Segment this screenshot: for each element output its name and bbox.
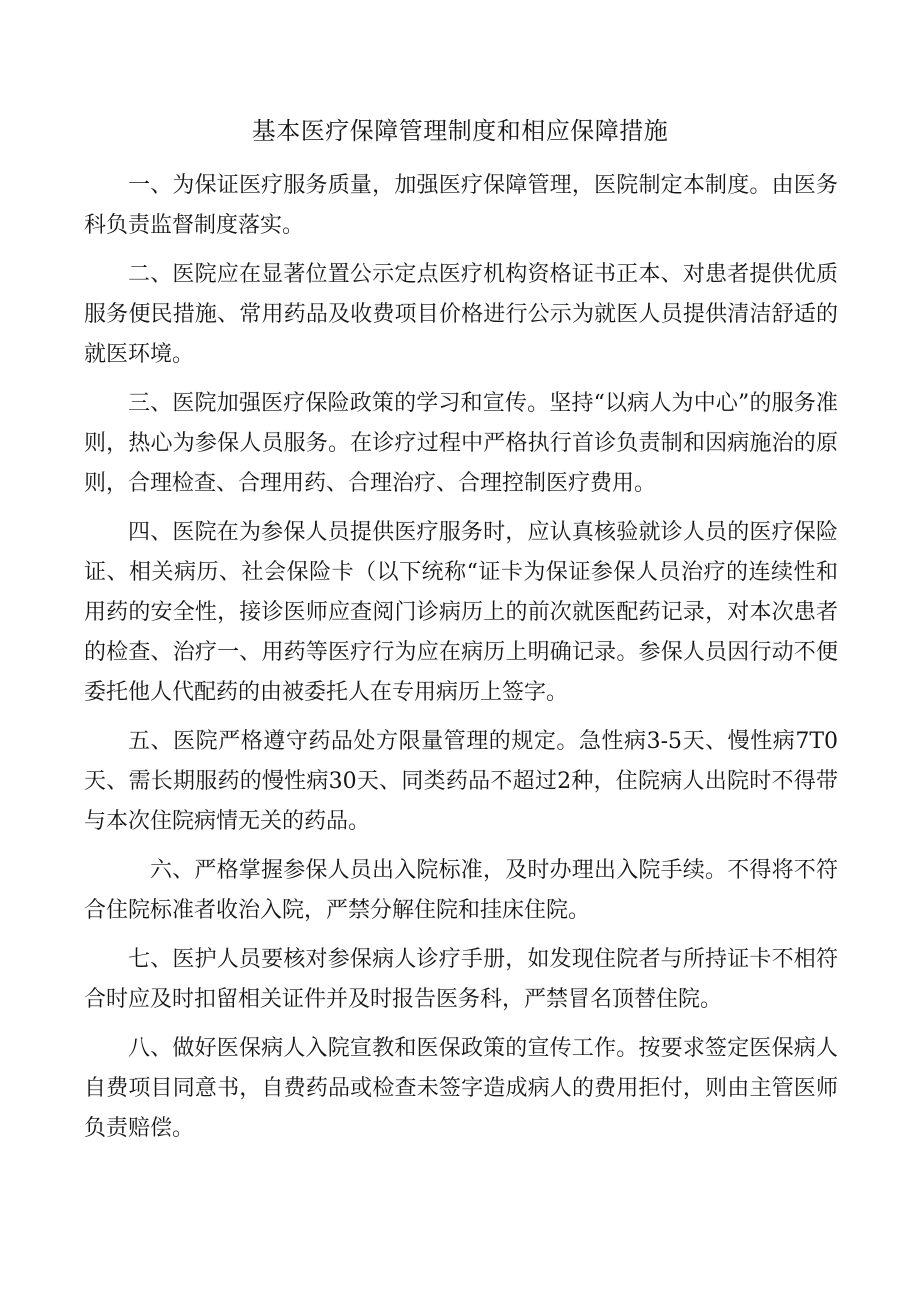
paragraph-5: 五、医院严格遵守药品处方限量管理的规定。急性病3-5天、慢性病7T0天、需长期服药的慢性病30天、同类药品不超过2种，住院病人出院时不得带与本次住院病情无关的药品。	[84, 729, 838, 834]
paragraph-8: 八、做好医保病人入院宣教和医保政策的宣传工作。按要求签定医保病人自费项目同意书，自费药品或检查未签字造成病人的费用拒付，则由主管医师负责赔偿。	[84, 1036, 838, 1141]
document-body	[84, 166, 838, 1158]
paragraph-2: 二、医院应在显著位置公示定点医疗机构资格证书正本、对患者提供优质服务便民措施、常用药品及收费项目价格进行公示为就医人员提供清洁舒适的就医环境。	[84, 262, 838, 367]
paragraph-3: 三、医院加强医疗保险政策的学习和宣传。坚持“以病人为中心”的服务准则，热心为参保人员服务。在诊疗过程中严格执行首诊负责制和因病施治的原则，合理检查、合理用药、合理治疗、合理控制医疗费用。	[84, 391, 838, 496]
paragraph-1: 一、为保证医疗服务质量，加强医疗保障管理，医院制定本制度。由医务科负责监督制度落实。	[84, 173, 838, 238]
paragraph-6: 六、严格掌握参保人员出入院标准，及时办理出入院手续。不得将不符合住院标准者收治入院，严禁分解住院和挂床住院。	[84, 858, 838, 923]
document-title: 基本医疗保障管理制度和相应保障措施	[251, 117, 669, 145]
paragraph-4: 四、医院在为参保人员提供医疗服务时，应认真核验就诊人员的医疗保险证、相关病历、社会保险卡（以下统称“证卡为保证参保人员治疗的连续性和用药的安全性，接诊医师应查阅门诊病历上的前次就医配药记录，对本次患者的检查、治疗一、用药等医疗行为应在病历上明确记录。参保人员因行动不便委托他人代配药的由被委托人在专用病历上签字。	[84, 520, 838, 705]
paragraph-7: 七、医护人员要核对参保病人诊疗手册，如发现住院者与所持证卡不相符合时应及时扣留相关证件并及时报告医务科，严禁冒名顶替住院。	[84, 947, 838, 1012]
